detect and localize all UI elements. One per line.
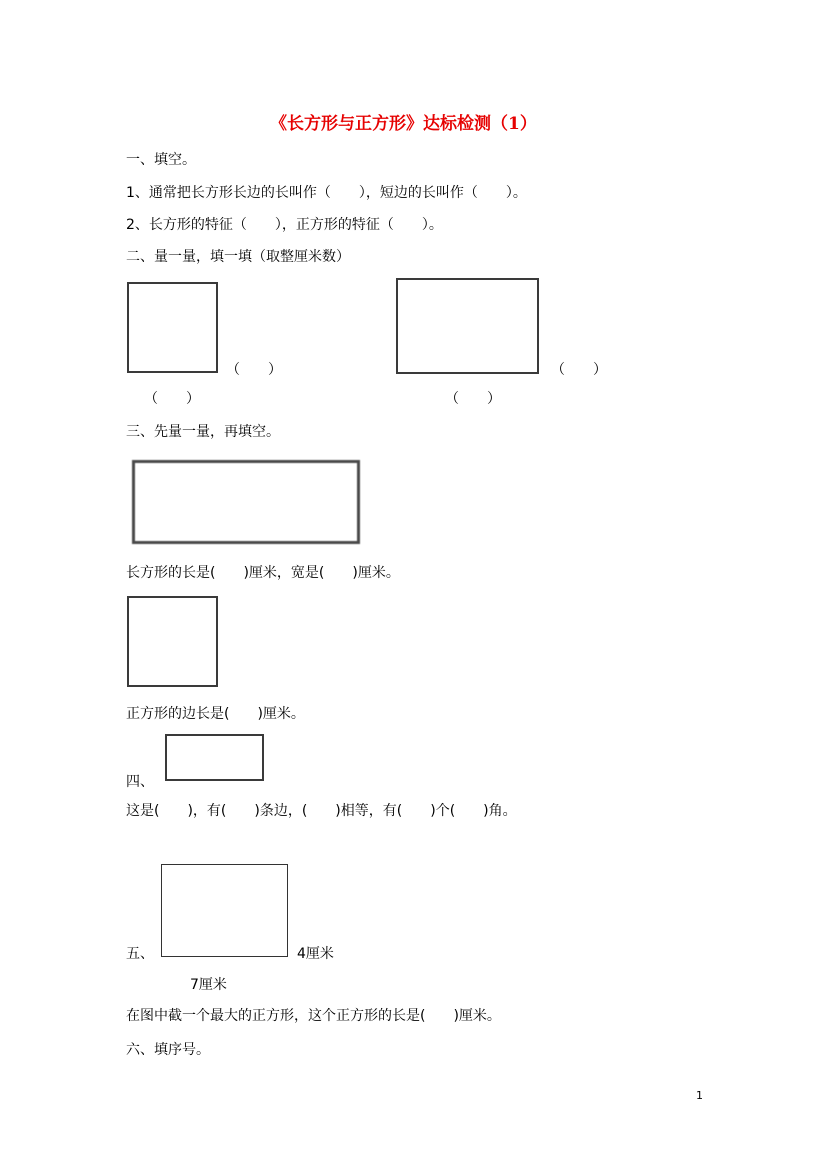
rectangle-figure-1-right-blank: （ ）: [551, 362, 607, 378]
page-title: 《长方形与正方形》达标检测（1）: [270, 114, 537, 134]
section1-question-1: 1、通常把长方形长边的长叫作（ ），短边的长叫作（ ）。: [126, 185, 527, 201]
section4-text: 这是( )，有( )条边，( )相等，有( )个( )角。: [126, 803, 517, 819]
square-figure-2: [127, 596, 218, 687]
rectangle-figure-1-bottom-blank: （ ）: [445, 391, 501, 407]
rectangle-figure-4: [161, 864, 288, 957]
square-figure-1-bottom-blank: （ ）: [144, 391, 200, 407]
section5-side-label: 4厘米: [297, 946, 334, 962]
square-figure-1-right-blank: （ ）: [226, 362, 282, 378]
section1-heading: 一、填空。: [126, 152, 196, 168]
section6-heading: 六、填序号。: [126, 1042, 210, 1058]
rectangle-figure-1: [396, 278, 539, 374]
section3-square-text: 正方形的边长是( )厘米。: [126, 706, 305, 722]
section5-bottom-label: 7厘米: [190, 977, 227, 993]
square-figure-1: [127, 282, 218, 373]
section2-heading: 二、量一量，填一填（取整厘米数）: [126, 249, 350, 265]
section3-heading: 三、先量一量，再填空。: [126, 424, 280, 440]
section3-rectangle-text: 长方形的长是( )厘米，宽是( )厘米。: [126, 565, 400, 581]
page-number: 1: [696, 1089, 703, 1102]
rectangle-figure-3: [165, 734, 264, 781]
rectangle-figure-2: [132, 460, 360, 544]
section1-question-2: 2、长方形的特征（ ），正方形的特征（ ）。: [126, 217, 443, 233]
section4-label: 四、: [126, 774, 154, 790]
section5-text: 在图中截一个最大的正方形，这个正方形的长是( )厘米。: [126, 1008, 501, 1024]
section5-label: 五、: [126, 946, 154, 962]
